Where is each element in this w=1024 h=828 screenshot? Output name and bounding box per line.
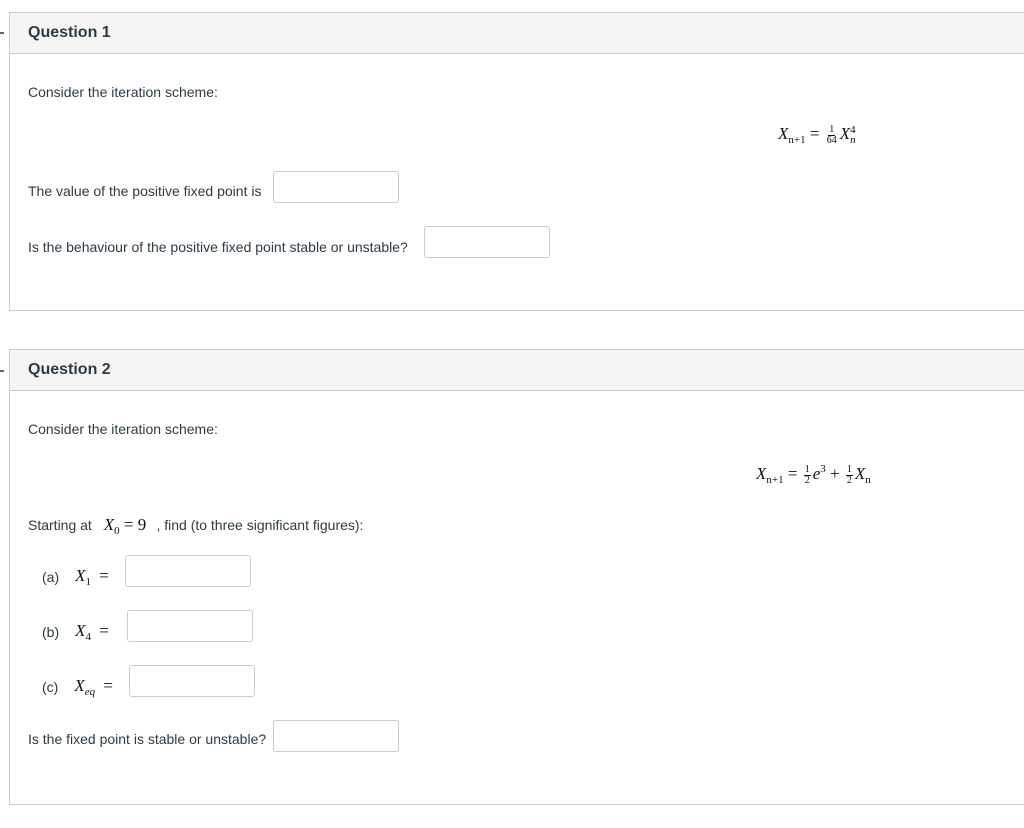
eq2-fraction-2: [846, 465, 853, 486]
question-1-panel: [9, 12, 1024, 311]
eq2-frac1-num: 1: [804, 463, 810, 475]
part-b-var: X: [75, 621, 86, 640]
question-1-stability-prompt: Is the behaviour of the positive fixed point stable or unstable?: [28, 239, 408, 255]
question-bullet: [0, 370, 4, 372]
eq2-plus: +: [830, 464, 840, 483]
eq1-fraction: [826, 125, 838, 146]
start-sub: 0: [114, 525, 120, 537]
part-b-letter: (b): [42, 624, 60, 640]
eq1-rhs-sup: 4: [850, 124, 856, 137]
eq2-lhs-var: X: [756, 464, 767, 483]
part-a-var: X: [75, 566, 86, 585]
eq2-e-var: e: [812, 464, 821, 483]
question-1-fixed-point-prompt: The value of the positive fixed point is: [28, 183, 262, 199]
eq1-rhs-var: X: [839, 124, 851, 143]
eq1-frac-den: 64: [826, 134, 837, 146]
start-var: X: [103, 515, 115, 534]
question-2-title: Question 2: [28, 361, 111, 378]
eq2-frac2-den: 2: [846, 474, 852, 486]
question-2-equation: [756, 463, 871, 486]
start-value: = 9: [123, 515, 147, 534]
question-2-stability-answer-input[interactable]: [273, 720, 399, 752]
part-c-equals: =: [103, 676, 113, 695]
question-2-intro: Consider the iteration scheme:: [28, 421, 218, 437]
question-bullet: [0, 32, 4, 34]
eq2-rhs-var: X: [854, 464, 866, 483]
eq2-lhs-sub: n+1: [766, 474, 784, 486]
part-a-sub: 1: [85, 576, 92, 588]
eq1-lhs-sub: n+1: [788, 134, 806, 146]
part-c-sub: eq: [84, 686, 96, 698]
part-a-equals: =: [99, 566, 109, 585]
start-prefix: Starting at: [28, 517, 92, 533]
question-1-title: Question 1: [28, 24, 111, 41]
question-2-start-line: [28, 515, 363, 537]
part-b-sub: 4: [85, 631, 92, 643]
question-2-header: [10, 350, 1024, 391]
eq2-equals: =: [787, 464, 798, 483]
part-b-answer-input[interactable]: [127, 610, 253, 642]
eq2-e-sup: 3: [820, 463, 826, 475]
stability-answer-input[interactable]: [424, 226, 550, 258]
part-a-letter: (a): [42, 569, 60, 585]
eq1-equals: =: [809, 124, 820, 143]
part-b-label: [42, 621, 109, 643]
eq2-rhs-sub: n: [865, 474, 871, 486]
part-c-answer-input[interactable]: [129, 665, 255, 697]
part-a-answer-input[interactable]: [125, 555, 251, 587]
part-b-equals: =: [99, 621, 109, 640]
eq1-frac-num: 1: [829, 123, 835, 135]
eq1-lhs-var: X: [778, 124, 789, 143]
eq1-rhs-sub: n: [850, 134, 856, 147]
eq2-frac1-den: 2: [804, 474, 810, 486]
question-2-panel: [9, 349, 1024, 805]
question-1-intro: Consider the iteration scheme:: [28, 84, 218, 100]
eq2-frac2-num: 1: [846, 463, 852, 475]
part-c-label: [42, 676, 113, 698]
question-2-stability-prompt: Is the fixed point is stable or unstable?: [28, 731, 267, 747]
part-c-var: X: [74, 676, 85, 695]
fixed-point-answer-input[interactable]: [273, 171, 399, 203]
part-a-label: [42, 566, 109, 588]
part-c-letter: (c): [42, 679, 59, 695]
start-suffix: , find (to three significant figures):: [156, 517, 364, 533]
question-1-equation: [778, 124, 856, 146]
question-1-header: [10, 13, 1024, 54]
eq2-fraction-1: [804, 465, 811, 486]
